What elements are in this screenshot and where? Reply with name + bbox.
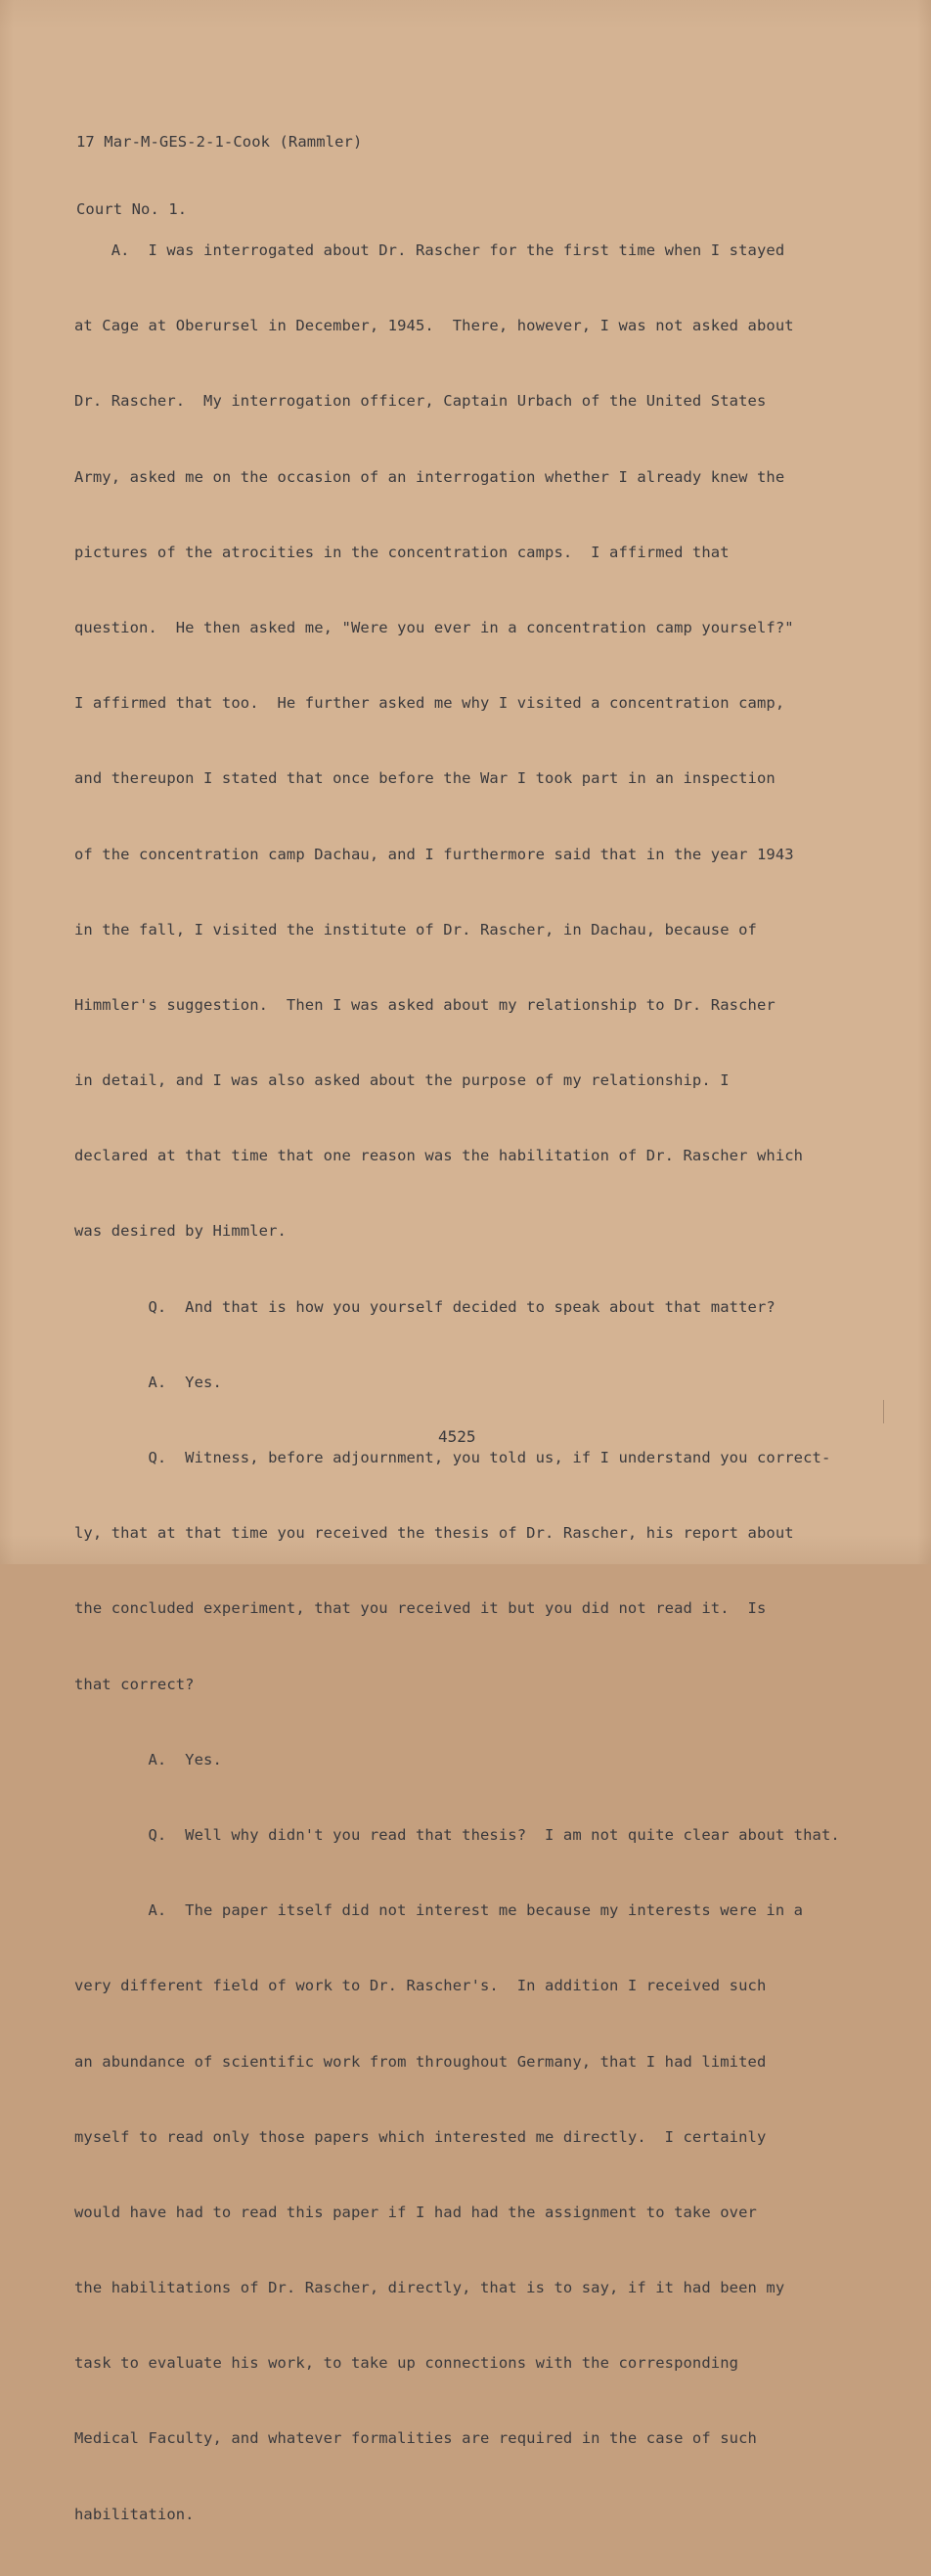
transcript-line: A. The paper itself did not interest me because my interests were in a xyxy=(74,1901,804,1920)
transcript-line: was desired by Himmler. xyxy=(74,1222,287,1241)
transcript-line: A. Yes. xyxy=(74,1750,222,1768)
transcript-line: the concluded experiment, that you received it but you did not read it. Is xyxy=(74,1599,767,1618)
transcript-line: Q. And that is how you yourself decided to speak about that matter? xyxy=(74,1297,776,1316)
transcript-line: in the fall, I visited the institute of Dr. Rascher, in Dachau, because of xyxy=(74,920,757,939)
transcript-line: and thereupon I stated that once before the War I took part in an inspection xyxy=(74,769,776,788)
transcript-line: habilitation. xyxy=(74,2505,195,2523)
transcript-line: declared at that time that one reason was the habilitation of Dr. Rascher which xyxy=(74,1147,804,1165)
transcript-line: the habilitations of Dr. Rascher, directly, that is to say, if it had been my xyxy=(74,2279,785,2297)
transcript-line: myself to read only those papers which interested me directly. I certainly xyxy=(74,2127,767,2146)
transcript-line: very different field of work to Dr. Rascher's. In addition I received such xyxy=(74,1977,767,1995)
transcript-line: Medical Faculty, and whatever formalities are required in the case of such xyxy=(74,2429,757,2448)
transcript-line: pictures of the atrocities in the concentration camps. I affirmed that xyxy=(74,543,730,561)
transcript-line: task to evaluate his work, to take up connections with the corresponding xyxy=(74,2354,739,2373)
transcript-line: would have had to read this paper if I had had the assignment to take over xyxy=(74,2203,757,2221)
transcript-line: in detail, and I was also asked about the purpose of my relationship. I xyxy=(74,1071,730,1090)
transcript-line: at Cage at Oberursel in December, 1945. There, however, I was not asked about xyxy=(74,317,794,335)
transcript-line: ly, that at that time you received the thesis of Dr. Rascher, his report about xyxy=(74,1524,794,1543)
transcript-line: an abundance of scientific work from throughout Germany, that I had limited xyxy=(74,2052,767,2071)
transcript-line: I affirmed that too. He further asked me why I visited a concentration camp, xyxy=(74,694,785,713)
transcript-line: Q. Witness, before adjournment, you told us, if I understand you correct- xyxy=(74,1449,831,1466)
paper-mark xyxy=(883,1400,884,1423)
transcript-line: A. I was interrogated about Dr. Rascher for the first time when I stayed xyxy=(74,241,785,259)
page-number: 4525 xyxy=(438,1427,476,1446)
transcript-line: that correct? xyxy=(74,1675,195,1693)
transcript-line: question. He then asked me, "Were you ever in a concentration camp yourself?" xyxy=(74,618,794,636)
header-court-number: Court No. 1. xyxy=(76,200,188,218)
transcript-line: A. Yes. xyxy=(74,1373,222,1391)
transcript-line: Army, asked me on the occasion of an interrogation whether I already knew the xyxy=(74,467,785,486)
transcript-line: Dr. Rascher. My interrogation officer, Captain Urbach of the United States xyxy=(74,392,767,411)
transcript-line: Q. Well why didn't you read that thesis? I am not quite clear about that. xyxy=(74,1825,840,1844)
transcript-body xyxy=(74,201,857,2576)
header-case-reference: 17 Mar-M-GES-2-1-Cook (Rammler) xyxy=(76,133,363,151)
transcript-line: of the concentration camp Dachau, and I furthermore said that in the year 1943 xyxy=(74,845,794,863)
transcript-line: Himmler's suggestion. Then I was asked about my relationship to Dr. Rascher xyxy=(74,995,776,1014)
